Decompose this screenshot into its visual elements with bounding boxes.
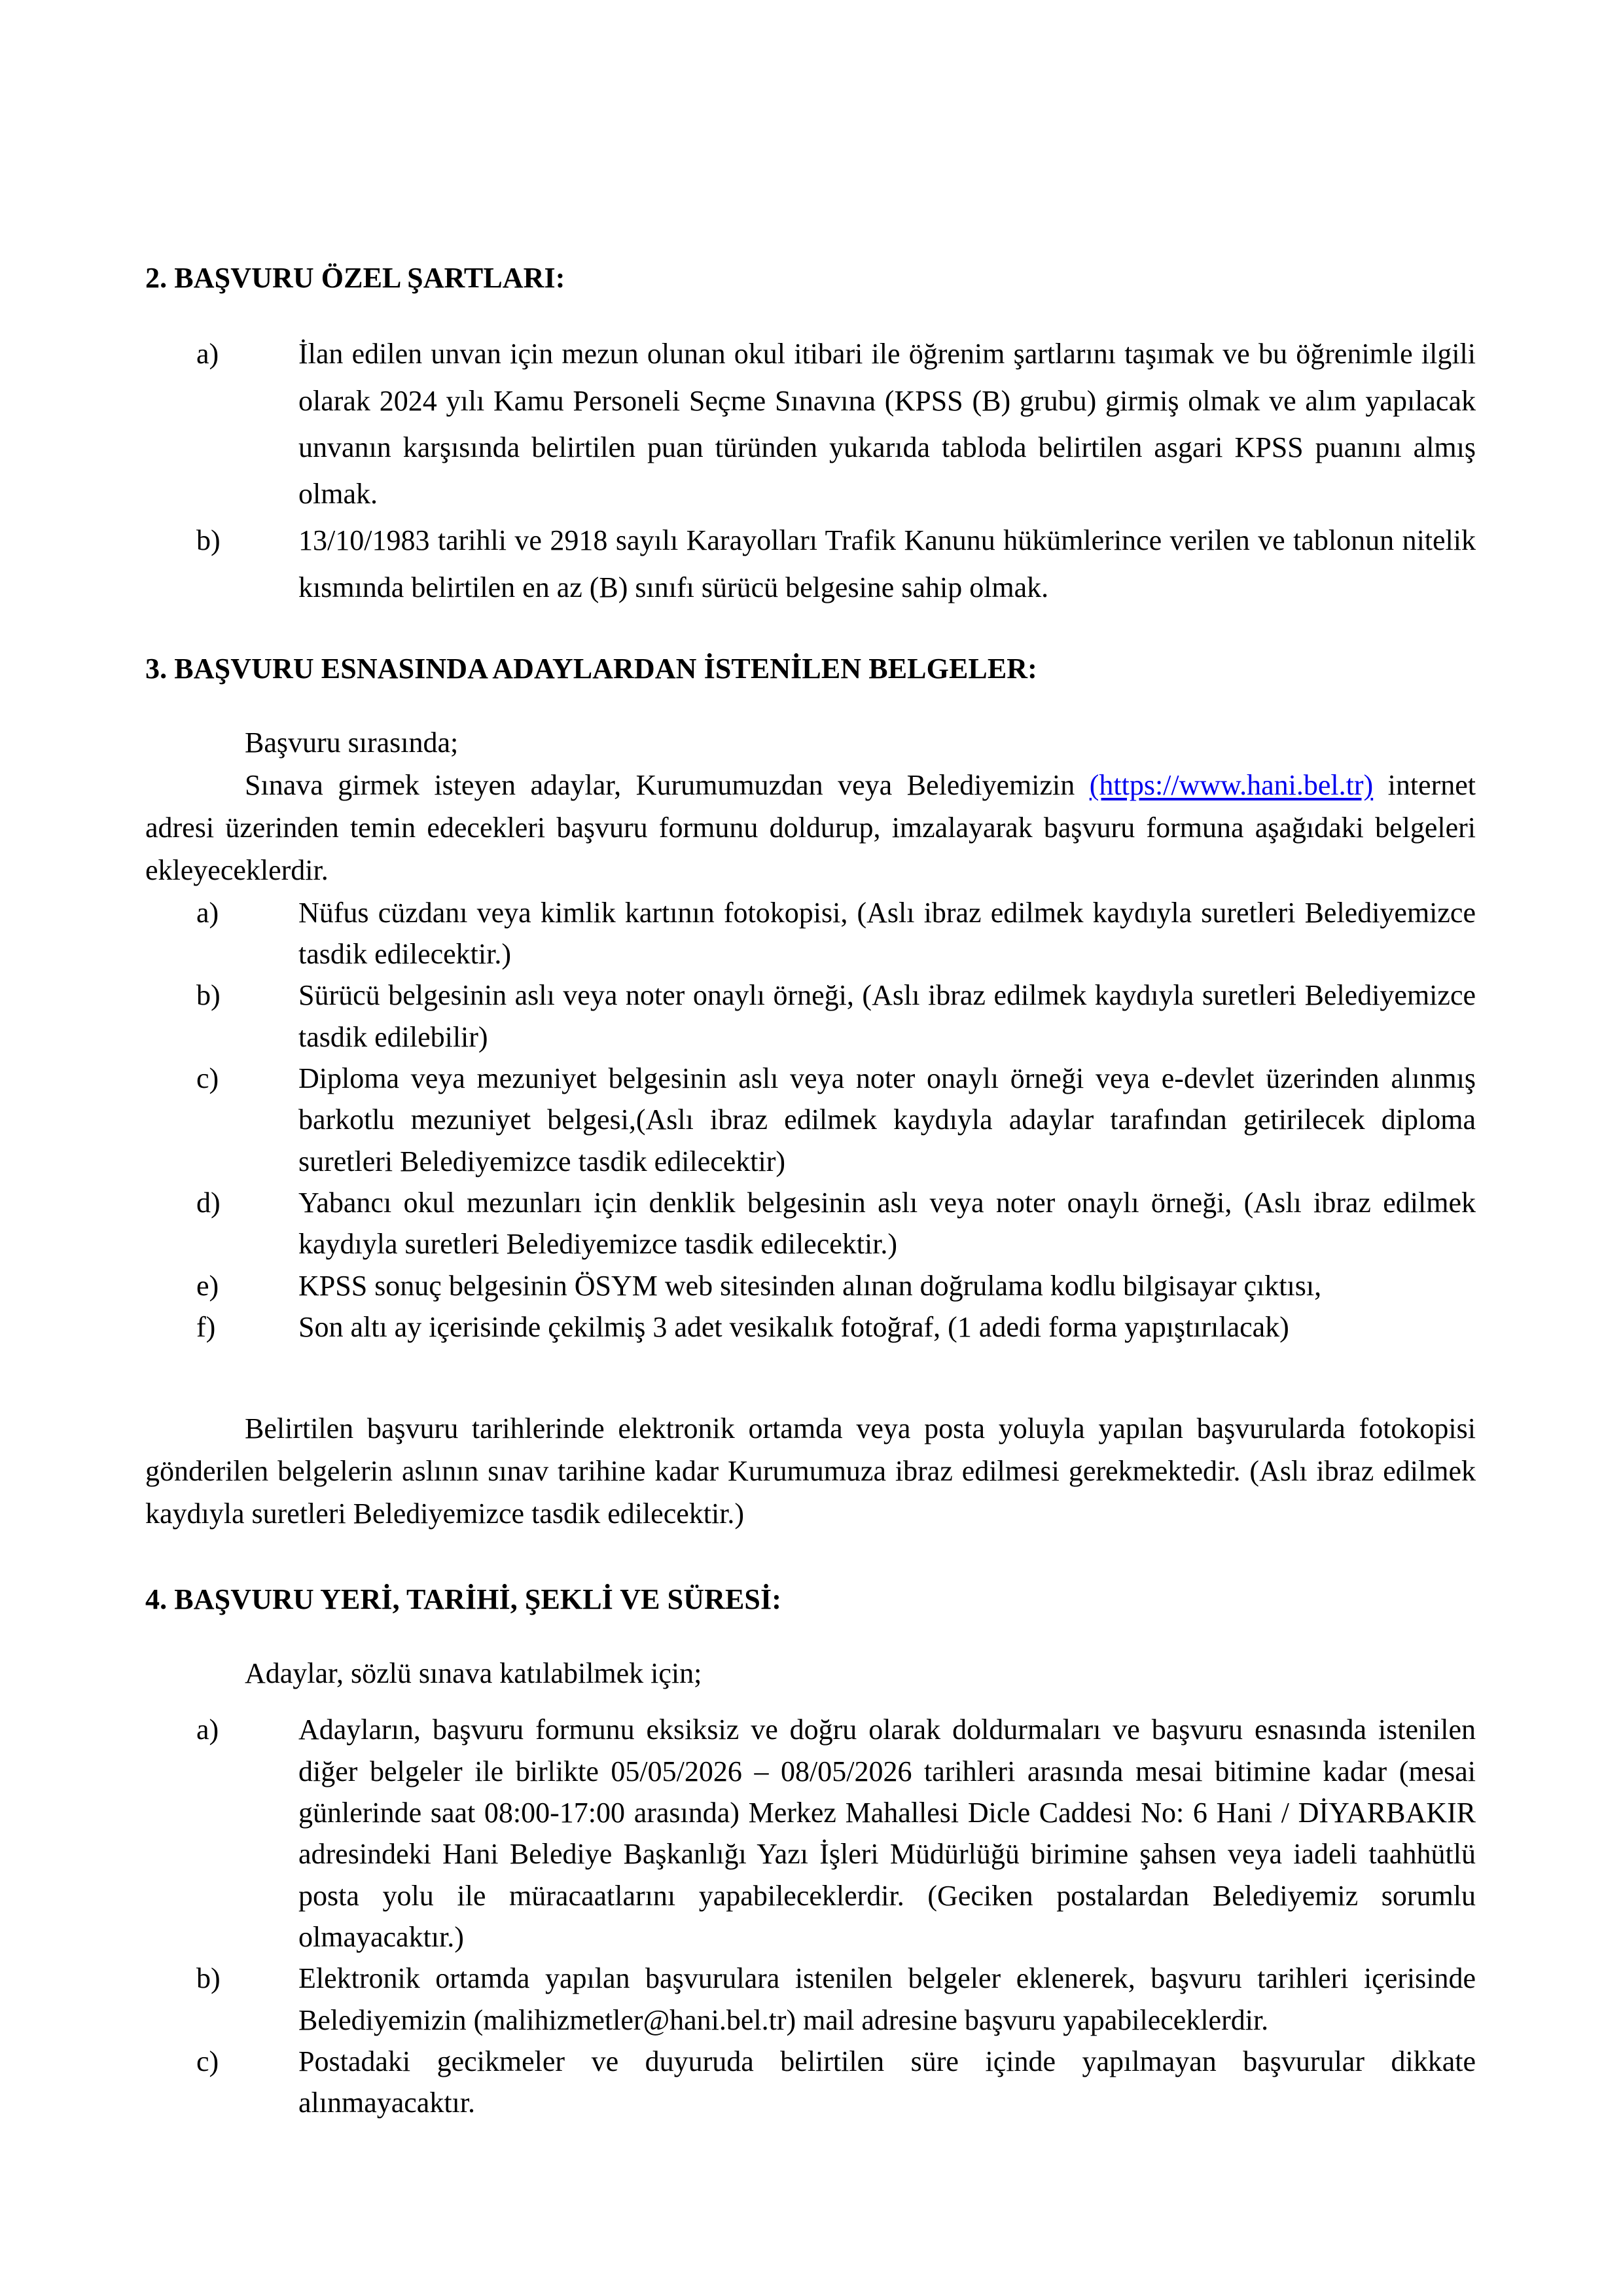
list-marker: f)	[196, 1311, 216, 1344]
spacer	[145, 1348, 1476, 1407]
special-conditions-list	[145, 331, 1476, 611]
list-marker: c)	[196, 1062, 219, 1094]
required-documents-intro: Başvuru sırasında;	[245, 726, 459, 759]
list-item	[196, 517, 1476, 611]
application-place-intro: Adaylar, sözlü sınava katılabilmek için;	[245, 1657, 702, 1690]
list-item	[196, 2041, 1476, 2124]
list-item	[196, 975, 1476, 1058]
list-marker: b)	[196, 524, 221, 557]
list-item	[196, 1265, 1476, 1306]
list-item-text: Diploma veya mezuniyet belgesinin aslı veya noter onaylı örneği veya e-devlet üzerinden alınmış barkotlu mezuniyet belgesi,(Aslı ibraz edilmek kaydıyla adaylar tarafından getirilecek diploma suretleri Belediyemizce tasdik edilecektir)	[298, 1062, 1476, 1177]
list-item-text: 13/10/1983 tarihli ve 2918 sayılı Karayolları Trafik Kanunu hükümlerince verilen ve tablonun nitelik kısmında belirtilen en az (B) sınıfı sürücü belgesine sahip olmak.	[298, 524, 1476, 603]
list-item-text: Elektronik ortamda yapılan başvurulara istenilen belgeler eklenerek, başvuru tarihleri içerisinde Belediyemizin (malihizmetler@hani.bel.tr) mail adresine başvuru yapabileceklerdir.	[298, 1962, 1476, 2036]
spacer	[145, 294, 1476, 331]
required-documents-list	[145, 892, 1476, 1348]
list-marker: a)	[196, 1713, 219, 1746]
list-item	[196, 1058, 1476, 1182]
list-item-text: KPSS sonuç belgesinin ÖSYM web sitesinden alınan doğrulama kodlu bilgisayar çıktısı,	[298, 1269, 1322, 1302]
section-heading-required-documents: 3. BAŞVURU ESNASINDA ADAYLARDAN İSTENİLEN BELGELER:	[145, 652, 1037, 685]
list-item	[196, 892, 1476, 975]
list-item-text: Son altı ay içerisinde çekilmiş 3 adet vesikalık fotoğraf, (1 adedi forma yapıştırılacak)	[298, 1311, 1289, 1344]
list-marker: a)	[196, 338, 219, 370]
list-item	[196, 1958, 1476, 2041]
required-documents-lead-paragraph	[145, 764, 1476, 891]
lead-text-after-link: internet adresi üzerinden temin edecekleri başvuru formunu doldurup, imzalayarak başvuru formuna aşağıdaki belgeleri ekleyeceklerdir.	[145, 769, 1476, 887]
list-item-text: Yabancı okul mezunları için denklik belgesinin aslı veya noter onaylı örneği, (Aslı ibraz edilmek kaydıyla suretleri Belediyemizce tasdik edilecektir.)	[298, 1187, 1476, 1261]
list-item-text: Postadaki gecikmeler ve duyuruda belirtilen süre içinde yapılmayan başvurular dikkate alınmayacaktır.	[298, 2045, 1476, 2119]
spacer	[145, 1695, 1476, 1709]
list-marker: d)	[196, 1187, 221, 1219]
list-marker: b)	[196, 1962, 221, 1995]
lead-text-before-link: Sınava girmek isteyen adaylar, Kurumumuzdan veya Belediyemizin	[245, 769, 1090, 802]
spacer	[145, 1615, 1476, 1652]
list-item	[196, 331, 1476, 517]
list-marker: a)	[196, 896, 219, 929]
list-marker: c)	[196, 2045, 219, 2078]
spacer	[145, 1535, 1476, 1583]
list-item-text: Adayların, başvuru formunu eksiksiz ve doğru olarak doldurmaları ve başvuru esnasında istenilen diğer belgeler ile birlikte 05/05/2026 – 08/05/2026 tarihleri arasında mesai bitimine kadar (mesai günlerinde saat 08:00-17:00 arasında) Merkez Mahallesi Dicle Caddesi No: 6 Hani / DİYARBAKIR adresindeki Hani Belediye Başkanlığı Yazı İşleri Müdürlüğü birimine şahsen veya iadeli taahhütlü posta yolu ile müracaatlarını yapabileceklerdir. (Geciken postalardan Belediyemiz sorumlu olmayacaktır.)	[298, 1713, 1476, 1954]
list-item	[196, 1182, 1476, 1265]
spacer	[145, 685, 1476, 721]
list-item	[196, 1306, 1476, 1348]
application-place-list	[145, 1709, 1476, 2124]
section-heading-special-conditions: 2. BAŞVURU ÖZEL ŞARTLARI:	[145, 262, 565, 294]
required-documents-closing-paragraph: Belirtilen başvuru tarihlerinde elektronik ortamda veya posta yoluyla yapılan başvurularda fotokopisi gönderilen belgelerin aslının sınav tarihine kadar Kurumumuza ibraz edilmesi gerekmektedir. (Aslı ibraz edilmek kaydıyla suretleri Belediyemizce tasdik edilecektir.)	[145, 1412, 1476, 1530]
list-marker: e)	[196, 1269, 219, 1302]
list-item-text: İlan edilen unvan için mezun olunan okul itibari ile öğrenim şartlarını taşımak ve bu öğrenimle ilgili olarak 2024 yılı Kamu Personeli Seçme Sınavına (KPSS (B) grubu) girmiş olmak ve alım yapılacak unvanın karşısında belirtilen puan türünden yukarıda tabloda belirtilen asgari KPSS puanını almış olmak.	[298, 338, 1476, 511]
website-link[interactable]: (https://www.hani.bel.tr)	[1089, 769, 1374, 802]
spacer	[145, 611, 1476, 653]
list-item	[196, 1709, 1476, 1958]
list-item-text: Sürücü belgesinin aslı veya noter onaylı örneği, (Aslı ibraz edilmek kaydıyla suretleri Belediyemizce tasdik edilebilir)	[298, 979, 1476, 1053]
list-item-text: Nüfus cüzdanı veya kimlik kartının fotokopisi, (Aslı ibraz edilmek kaydıyla suretleri Belediyemizce tasdik edilecektir.)	[298, 896, 1476, 970]
section-heading-application-place: 4. BAŞVURU YERİ, TARİHİ, ŞEKLİ VE SÜRESİ:	[145, 1583, 781, 1615]
list-marker: b)	[196, 979, 221, 1012]
